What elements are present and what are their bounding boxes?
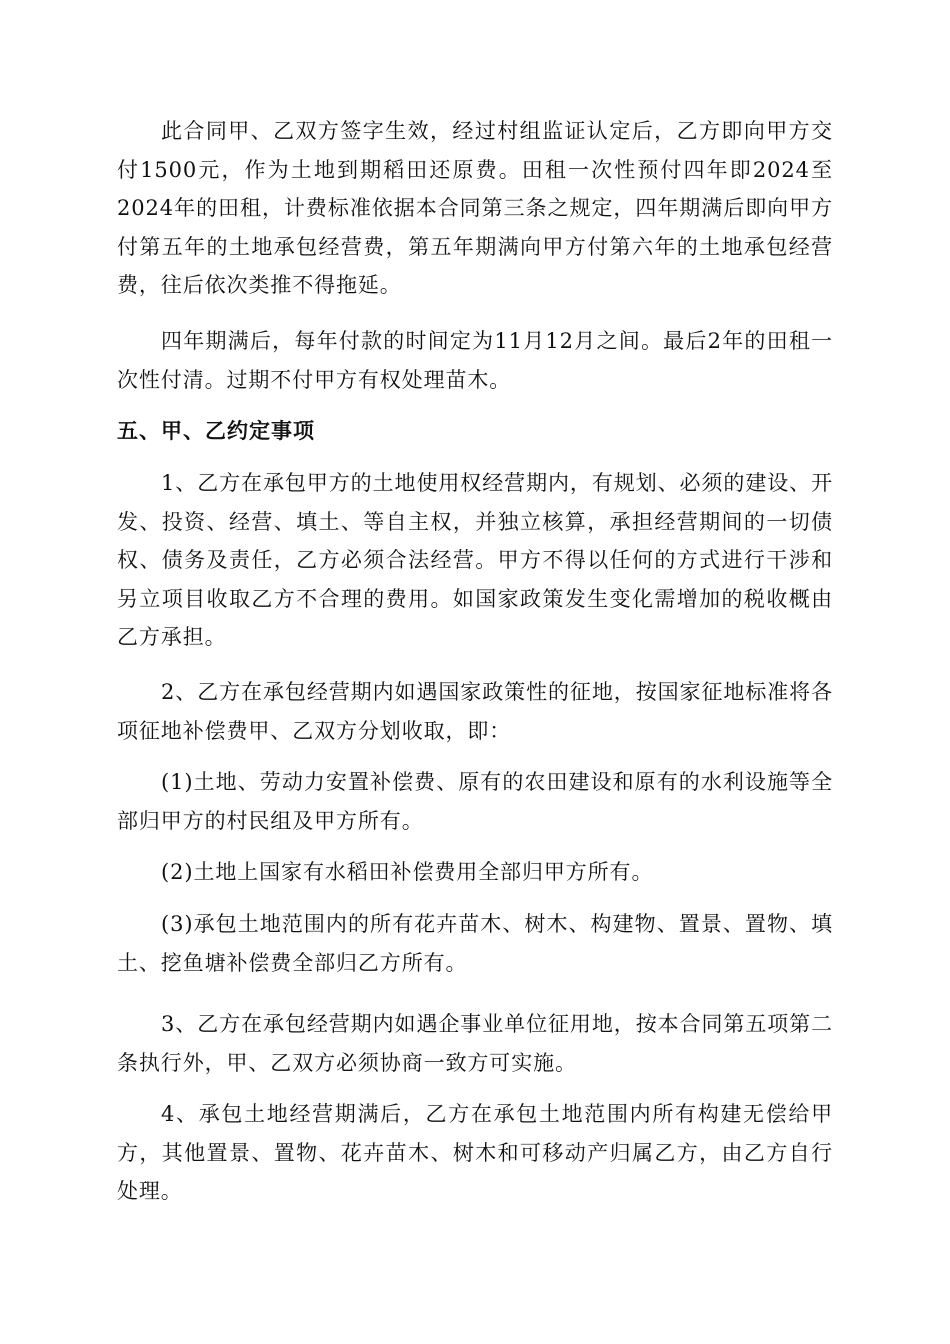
clause-2: 2、乙方在承包经营期内如遇国家政策性的征地，按国家征地标准将各项征地补偿费甲、乙双方分划收取，即： <box>117 680 833 743</box>
clause-2-item-1: (1)土地、劳动力安置补偿费、原有的农田建设和原有的水利设施等全部归甲方的村民组及甲方所有。 <box>117 770 833 833</box>
paragraph-payment-terms: 此合同甲、乙双方签字生效，经过村组监证认定后，乙方即向甲方交付1500元，作为土地到期稻田还原费。田租一次性预付四年即2024至2024年的田租，计费标准依据本合同第三条之规定，四年期满后即向甲方付第五年的土地承包经营费，第五年期满向甲方付第六年的土地承包经营费，往后依次类推不得拖延。 <box>117 119 833 297</box>
clause-1: 1、乙方在承包甲方的土地使用权经营期内，有规划、必须的建设、开发、投资、经营、填土、等自主权，并独立核算，承担经营期间的一切债权、债务及责任，乙方必须合法经营。甲方不得以任何的方式进行干涉和另立项目收取乙方不合理的费用。如国家政策发生变化需增加的税收概由乙方承担。 <box>117 471 833 649</box>
clause-2-item-2: (2)土地上国家有水稻田补偿费用全部归甲方所有。 <box>161 860 654 884</box>
clause-2-item-3: (3)承包土地范围内的所有花卉苗木、树木、构建物、置景、置物、填土、挖鱼塘补偿费全部归乙方所有。 <box>117 912 833 975</box>
clause-3: 3、乙方在承包经营期内如遇企事业单位征用地，按本合同第五项第二条执行外，甲、乙双方必须协商一致方可实施。 <box>117 1012 833 1075</box>
paragraph-payment-schedule: 四年期满后，每年付款的时间定为11月12月之间。最后2年的田租一次性付清。过期不付甲方有权处理苗木。 <box>117 329 833 392</box>
clause-4: 4、承包土地经营期满后，乙方在承包土地范围内所有构建无偿给甲方，其他置景、置物、花卉苗木、树木和可移动产归属乙方，由乙方自行处理。 <box>117 1102 833 1203</box>
section-heading: 五、甲、乙约定事项 <box>117 418 315 443</box>
